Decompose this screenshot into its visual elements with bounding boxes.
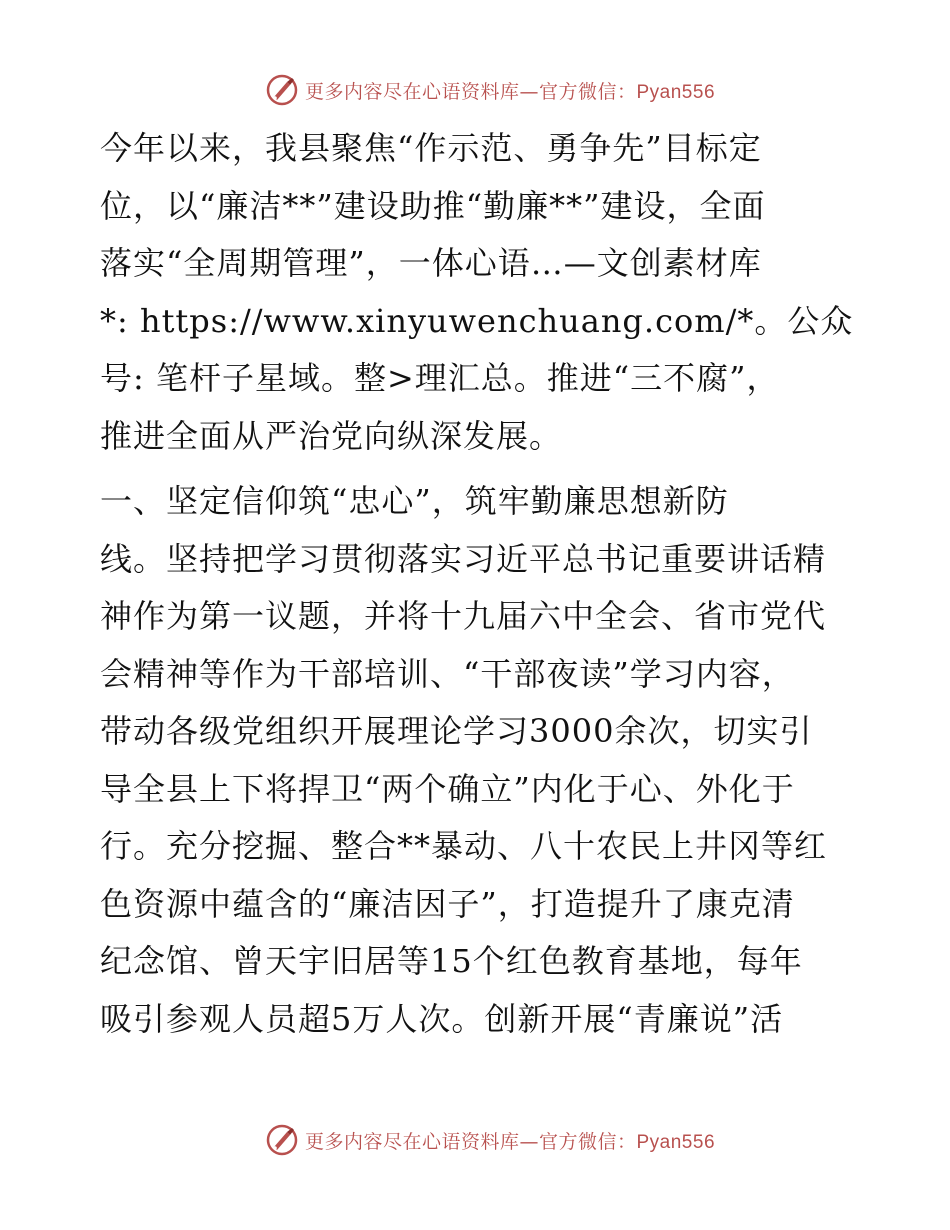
text-line: 线。坚持把学习贯彻落实习近平总书记重要讲话精 <box>100 539 827 578</box>
text-line: 神作为第一议题，并将十九届六中全会、省市党代 <box>100 597 827 635</box>
paragraph-section-one <box>100 473 860 1048</box>
text-line: 导全县上下将捍卫“两个确立”内化于心、外化于 <box>100 769 795 808</box>
paragraph-spacer <box>100 465 860 473</box>
watermark-official-label: 官方微信： <box>538 80 637 103</box>
watermark-separator: — <box>519 1130 539 1153</box>
footer-watermark <box>0 1120 950 1160</box>
text-line: 位，以“廉洁**”建设助推“勤廉**”建设，全面 <box>100 186 766 225</box>
text-line: 一、坚定信仰筑“忠心”，筑牢勤廉思想新防 <box>100 482 729 520</box>
text-line: 号: 笔杆子星域。整>理汇总。推进“三不腐”， <box>100 359 780 397</box>
text-line: 会精神等作为干部培训、“干部夜读”学习内容， <box>100 654 795 693</box>
watermark-main-text: 更多内容尽在心语资料库 <box>304 80 520 103</box>
text-line: 纪念馆、曾天宇旧居等15个红色教育基地，每年 <box>100 942 803 980</box>
text-line: 吸引参观人员超5万人次。创新开展“青廉说”活 <box>100 999 784 1038</box>
quill-pen-logo-icon <box>265 1123 299 1157</box>
text-line: *: https://www.xinyuwenchuang.com/*。公众 <box>100 301 854 340</box>
text-line: 行。充分挖掘、整合**暴动、八十农民上井冈等红 <box>100 827 828 865</box>
watermark-text <box>305 77 715 104</box>
text-line: 今年以来，我县聚焦“作示范、勇争先”目标定 <box>100 129 762 167</box>
watermark-main-text: 更多内容尽在心语资料库 <box>304 1130 520 1153</box>
watermark-brand: Pyan556 <box>636 1131 716 1153</box>
text-line: 推进全面从严治党向纵深发展。 <box>100 416 563 455</box>
document-body <box>100 120 860 1048</box>
watermark-text <box>305 1127 715 1154</box>
paragraph-intro <box>100 120 860 465</box>
watermark-official-label: 官方微信： <box>538 1130 637 1153</box>
text-line: 色资源中蕴含的“廉洁因子”，打造提升了康克清 <box>100 884 795 923</box>
header-watermark <box>0 70 950 110</box>
quill-pen-logo-icon <box>265 73 299 107</box>
watermark-separator: — <box>519 80 539 103</box>
watermark-brand: Pyan556 <box>636 81 716 103</box>
text-line: 落实“全周期管理”，一体心语…—文创素材库 <box>100 244 762 282</box>
text-line: 带动各级党组织开展理论学习3000余次，切实引 <box>100 712 813 750</box>
